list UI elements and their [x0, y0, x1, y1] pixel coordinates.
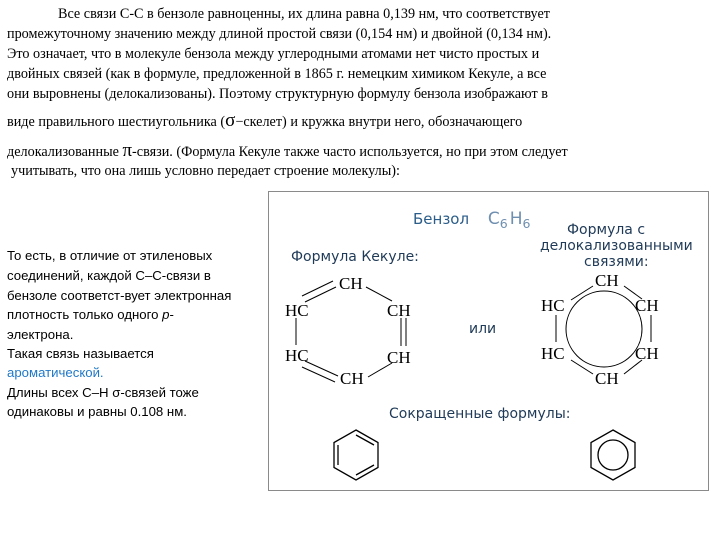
deloc-label-3: связями: [584, 254, 649, 270]
kekule-bond-bottom-left-b [302, 367, 335, 382]
kekule-bond-top-left-a [305, 287, 336, 302]
short-kekule-double-1 [356, 435, 374, 445]
or-label: или [469, 321, 497, 337]
short-deloc-circle [598, 440, 628, 470]
short-deloc-ring [591, 430, 635, 480]
side-note-line-6: Такая связь называется [7, 346, 154, 361]
kekule-ch-right-top: CH [387, 301, 411, 320]
figure-title-word: Бензол [413, 210, 470, 228]
intro-line-1: Все связи С-С в бензоле равноценны, их длина равна 0,139 нм, что соответствует [58, 6, 550, 22]
sigma-symbol: σ [225, 110, 236, 131]
deloc-bond-top-right [624, 286, 642, 299]
side-note-line-4-start: плотность только одного [7, 307, 163, 322]
deloc-ch-right-bottom: CH [635, 344, 659, 363]
side-note-line-5: электрона. [7, 327, 74, 342]
side-note-line-4-end: - [169, 307, 174, 322]
intro-line-6-end: −скелет) и кружка внутри него, обозначающего [235, 114, 523, 130]
deloc-ch-bottom: CH [595, 369, 619, 388]
kekule-ch-top: CH [339, 274, 363, 293]
aromatic-link[interactable]: ароматической. [7, 365, 104, 380]
formula-c-sub: 6 [499, 216, 508, 231]
intro-line-8: учитывать, что она лишь условно передает строение молекулы): [11, 163, 400, 179]
kekule-ch-bottom: CH [340, 369, 364, 388]
deloc-inner-circle [566, 291, 642, 367]
kekule-label: Формула Кекуле: [291, 249, 419, 265]
deloc-label-2: делокализованными [540, 238, 693, 254]
intro-line-5: они выровнены (делокализованы). Поэтому структурную формулу бензола изображают в [7, 86, 548, 102]
formula-c: C [487, 209, 500, 229]
deloc-ch-right-top: CH [635, 296, 659, 315]
side-note-line-3: бензоле соответст-вует электронная [7, 288, 232, 303]
kekule-hc-left-bottom: HC [285, 346, 309, 365]
intro-line-7-start: делокализованные [7, 144, 123, 160]
deloc-hc-left-top: HC [541, 296, 565, 315]
deloc-ch-top: CH [595, 271, 619, 290]
side-note-line-9: одинаковы и равны 0.108 нм. [7, 404, 187, 419]
kekule-hc-left-top: HC [285, 301, 309, 320]
pi-symbol: π [122, 140, 133, 161]
short-formulas-label: Сокращенные формулы: [389, 406, 571, 422]
short-kekule-hexagon [334, 430, 378, 480]
intro-line-4: двойных связей (как в формуле, предложенной в 1865 г. немецким химиком Кекуле, а все [7, 66, 547, 82]
kekule-bond-bottom-left-a [305, 361, 338, 376]
intro-line-3: Это означает, что в молекуле бензола между углеродными атомами нет чисто простых и [7, 46, 540, 62]
deloc-bond-bottom-left [571, 360, 593, 374]
deloc-hc-left-bottom: HC [541, 344, 565, 363]
p-electron-letter: р [162, 307, 170, 322]
kekule-bonds [296, 281, 406, 382]
formula-h: H [509, 209, 523, 229]
short-kekule-ring [334, 430, 378, 480]
intro-line-7-end: -связи. (Формула Кекуле также часто используется, но при этом следует [132, 144, 568, 160]
intro-line-6-start: виде правильного шестиугольника ( [7, 114, 226, 130]
side-note-line-2: соединений, каждой С–С-связи в [7, 268, 211, 283]
deloc-bond-bottom-right [624, 360, 642, 374]
kekule-bond-top-right [366, 287, 392, 301]
formula-h-sub: 6 [522, 216, 531, 231]
kekule-bond-bottom-right [368, 363, 392, 377]
kekule-bond-top-left-b [302, 281, 333, 296]
deloc-label-1: Формула с [567, 222, 646, 238]
intro-line-2: промежуточному значению между длиной простой связи (0,154 нм) и двойной (0,134 нм). [7, 26, 552, 42]
side-note-line-1: То есть, в отличие от этиленовых [7, 248, 213, 263]
kekule-ch-right-bottom: CH [387, 348, 411, 367]
side-note-line-8: Длины всех С–Н σ-связей тоже [7, 385, 199, 400]
deloc-bonds [556, 286, 651, 374]
short-kekule-double-2 [356, 465, 374, 475]
